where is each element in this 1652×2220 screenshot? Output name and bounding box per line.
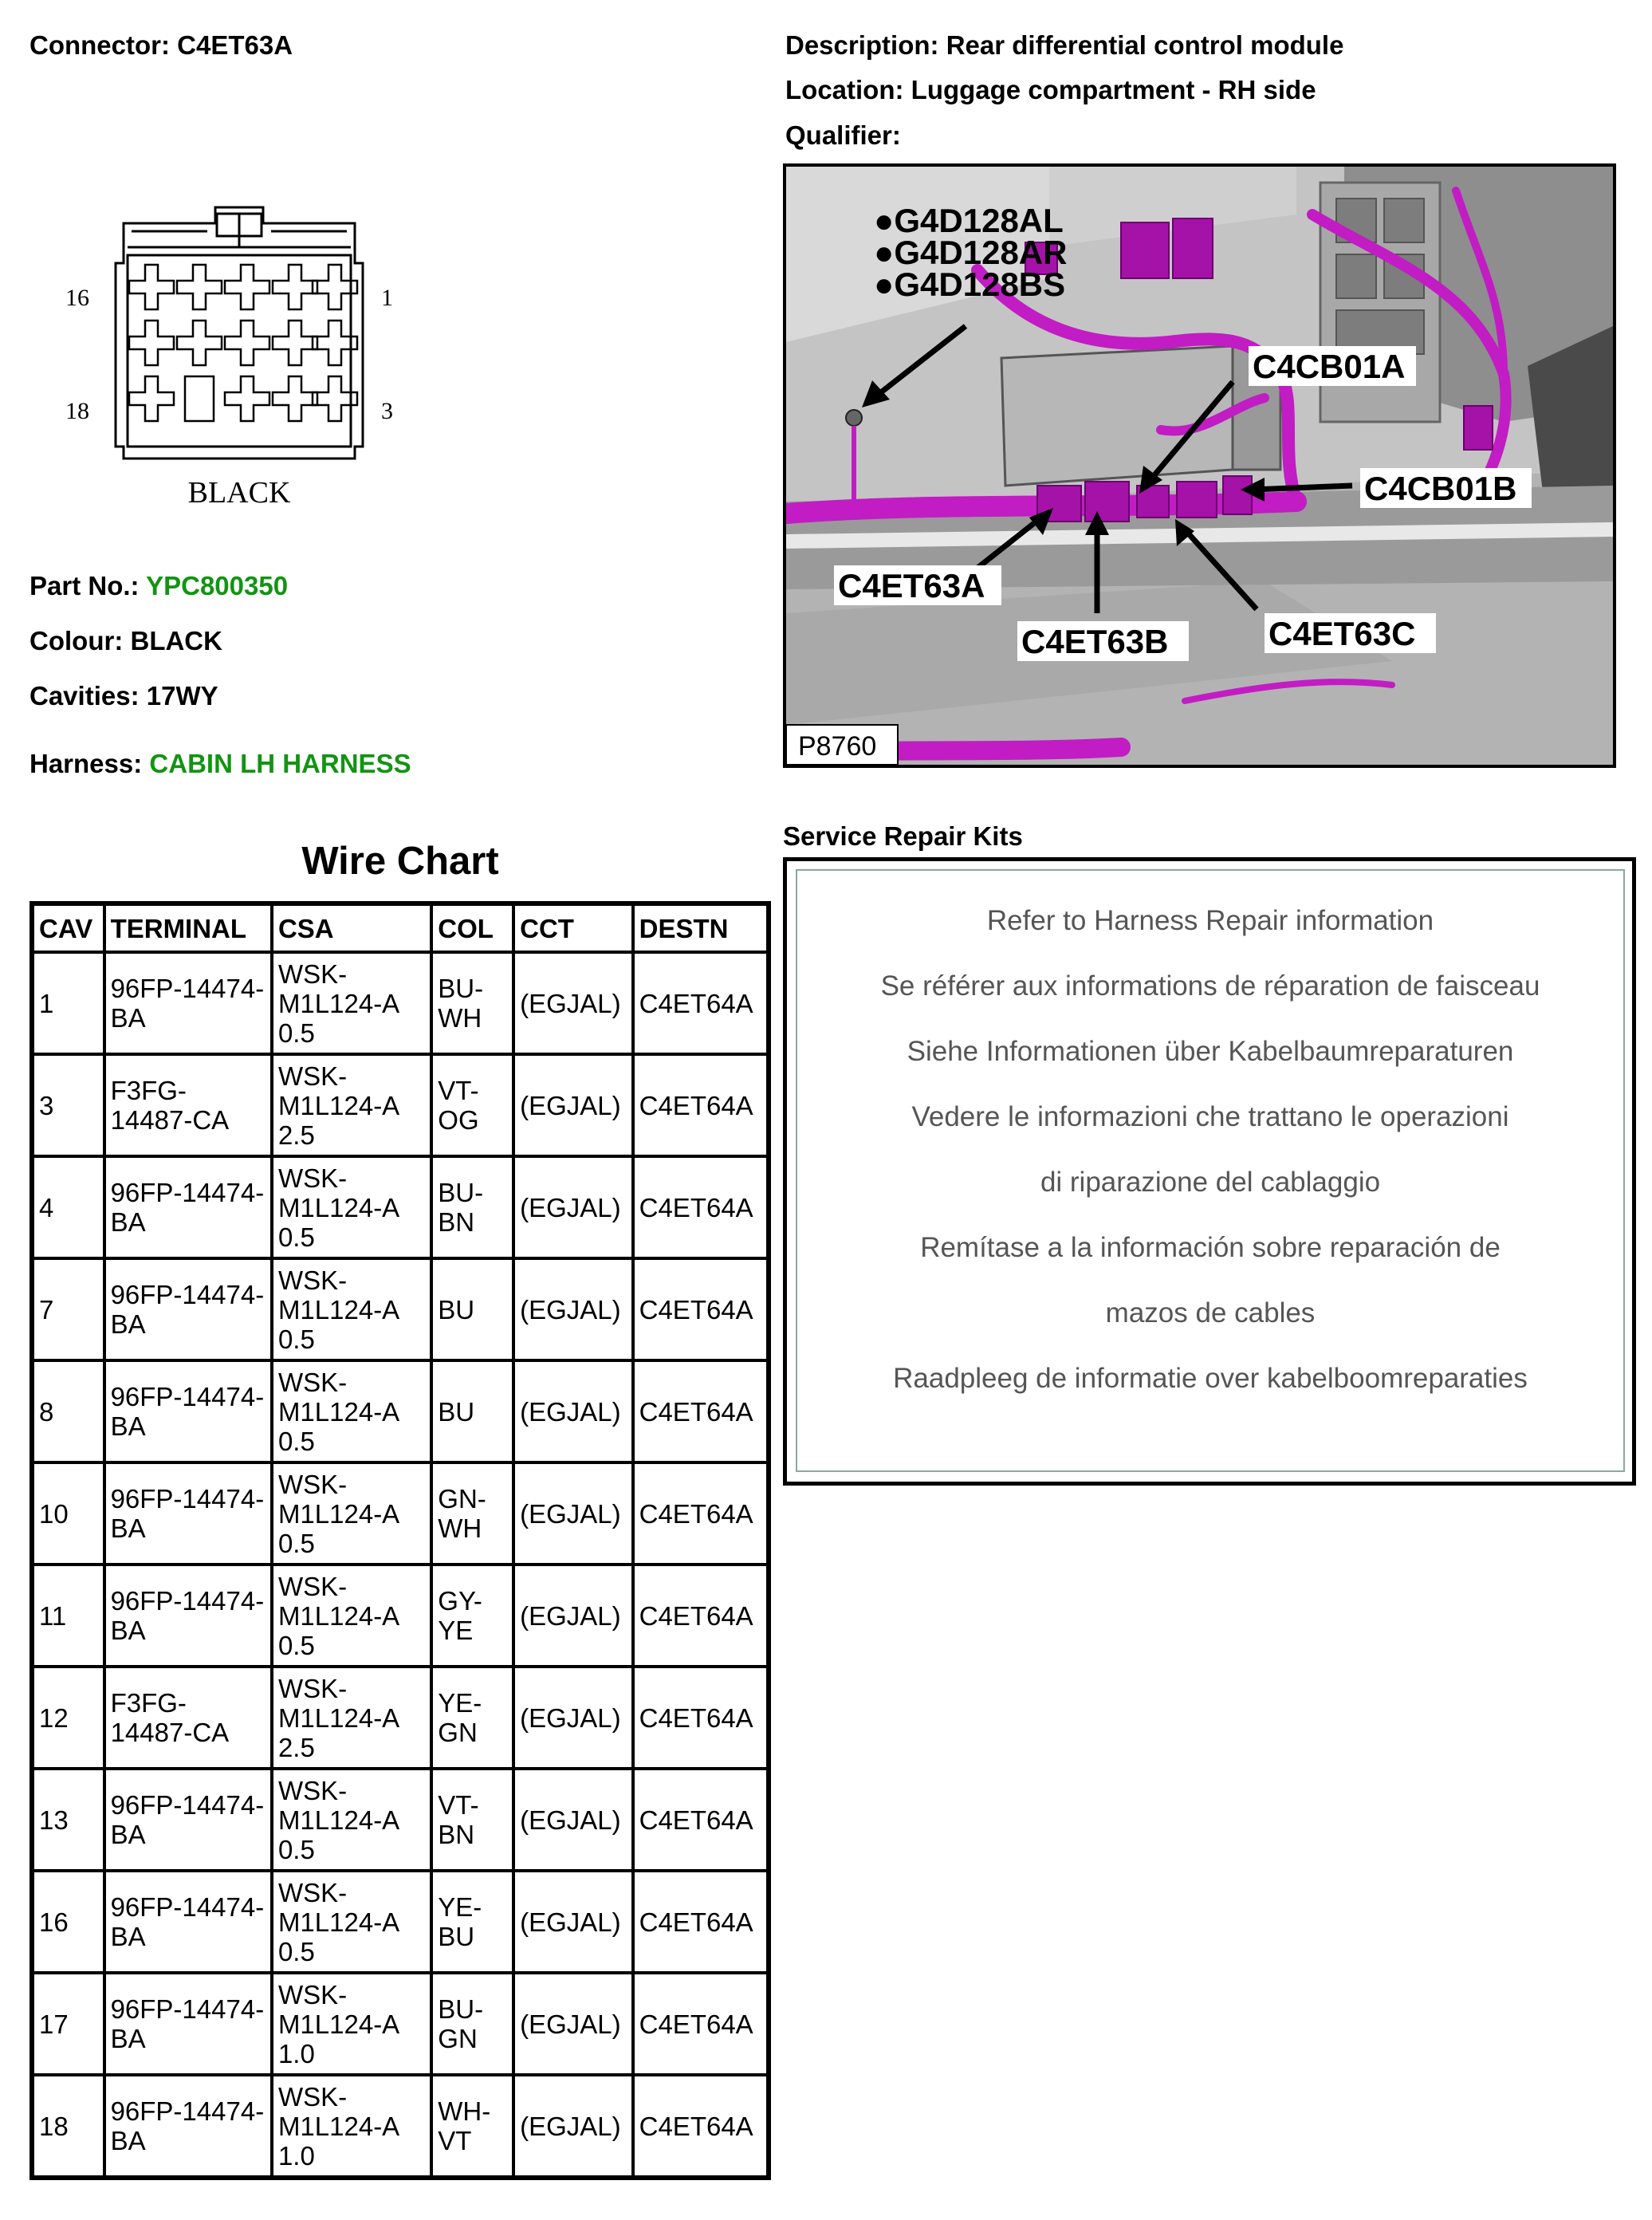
repair-info-line: Raadpleeg de informatie over kabelboomreparaties <box>893 1363 1528 1394</box>
cavity <box>273 265 317 309</box>
wire-cell-col: GN-WH <box>431 1462 513 1565</box>
wire-cell-terminal: 96FP-14474-BA <box>104 1156 272 1258</box>
wire-cell-cav: 8 <box>33 1360 104 1462</box>
connector-colour-caption: BLACK <box>187 476 291 510</box>
wire-cell-col: BU <box>431 1258 513 1360</box>
wire-cell-cav: 12 <box>33 1667 104 1769</box>
wire-cell-csa: WSK-M1L124-A 0.5 <box>272 1462 431 1565</box>
cavity <box>225 321 269 365</box>
wire-cell-destn: C4ET64A <box>633 1769 768 1871</box>
location-photo <box>783 163 1616 768</box>
repair-info-line: Se référer aux informations de réparation de faisceau <box>880 970 1540 1002</box>
header-cav: CAV <box>33 904 104 952</box>
wire-cell-cct: (EGJAL) <box>513 1156 633 1258</box>
wire-cell-cct: (EGJAL) <box>513 2075 633 2177</box>
repair-info-line: Siehe Informationen über Kabelbaumreparaturen <box>907 1036 1514 1067</box>
wire-cell-cct: (EGJAL) <box>513 1360 633 1462</box>
wire-cell-destn: C4ET64A <box>633 1360 768 1462</box>
wire-cell-csa: WSK-M1L124-A 1.0 <box>272 1973 431 2075</box>
wire-cell-destn: C4ET64A <box>633 1565 768 1667</box>
wire-cell-destn: C4ET64A <box>633 1973 768 2075</box>
connector-face-diagram <box>48 199 462 518</box>
wire-cell-cct: (EGJAL) <box>513 1054 633 1156</box>
wire-cell-cct: (EGJAL) <box>513 1462 633 1565</box>
wire-cell-col: BU-GN <box>431 1973 513 2075</box>
wire-cell-terminal: 96FP-14474-BA <box>104 2075 272 2177</box>
wire-cell-csa: WSK-M1L124-A 0.5 <box>272 1871 431 1973</box>
wire-cell-cct: (EGJAL) <box>513 1565 633 1667</box>
callout-g4d128ar: ●G4D128AR <box>874 234 1068 271</box>
wire-cell-terminal: 96FP-14474-BA <box>104 1769 272 1871</box>
wire-cell-col: GY-YE <box>431 1565 513 1667</box>
connector-value: C4ET63A <box>177 30 293 60</box>
callout-c4et63b: C4ET63B <box>1021 623 1169 660</box>
wire-cell-destn: C4ET64A <box>633 1667 768 1769</box>
wire-cell-terminal: F3FG-14487-CA <box>104 1054 272 1156</box>
wire-row <box>33 1462 768 1565</box>
wire-row <box>33 1871 768 1973</box>
colour-line <box>30 626 222 656</box>
callout-c4cb01a: C4CB01A <box>1253 348 1406 385</box>
wire-cell-cct: (EGJAL) <box>513 1258 633 1360</box>
wire-cell-destn: C4ET64A <box>633 2075 768 2177</box>
photo-reference: P8760 <box>798 731 877 762</box>
connector-label: Connector: <box>30 30 170 60</box>
wire-row <box>33 1667 768 1769</box>
wire-cell-terminal: 96FP-14474-BA <box>104 1871 272 1973</box>
wire-cell-destn: C4ET64A <box>633 1054 768 1156</box>
cavities-label: Cavities: <box>30 681 140 710</box>
wire-cell-csa: WSK-M1L124-A 2.5 <box>272 1054 431 1156</box>
wire-chart-header-row <box>33 904 768 952</box>
cavity <box>225 265 269 309</box>
service-repair-kits-title: Service Repair Kits <box>783 821 1023 851</box>
cavity <box>273 321 317 365</box>
wire-cell-csa: WSK-M1L124-A 0.5 <box>272 1565 431 1667</box>
wire-cell-col: BU-WH <box>431 952 513 1054</box>
wire-row <box>33 1769 768 1871</box>
wire-row <box>33 1360 768 1462</box>
cavity <box>129 376 174 421</box>
description-value: Rear differential control module <box>946 30 1344 60</box>
description-line <box>785 30 1343 61</box>
callout-g4d128al: ●G4D128AL <box>874 202 1064 239</box>
pin-label-18: 18 <box>65 398 89 424</box>
wire-cell-cct: (EGJAL) <box>513 1667 633 1769</box>
cavity <box>177 321 222 365</box>
wire-cell-col: YE-BU <box>431 1871 513 1973</box>
wire-row <box>33 1973 768 2075</box>
repair-info-line: Remítase a la información sobre reparación de <box>920 1232 1501 1263</box>
wire-cell-csa: WSK-M1L124-A 2.5 <box>272 1667 431 1769</box>
header-cct: CCT <box>513 904 633 952</box>
cavity-key <box>185 376 214 421</box>
part-number-link[interactable]: YPC800350 <box>146 571 289 600</box>
header-csa: CSA <box>272 904 431 952</box>
wire-cell-terminal: 96FP-14474-BA <box>104 1360 272 1462</box>
colour-label: Colour: <box>30 626 124 655</box>
wire-cell-cct: (EGJAL) <box>513 952 633 1054</box>
wire-cell-col: BU-BN <box>431 1156 513 1258</box>
wire-cell-csa: WSK-M1L124-A 1.0 <box>272 2075 431 2177</box>
wire-cell-destn: C4ET64A <box>633 952 768 1054</box>
wire-cell-cav: 4 <box>33 1156 104 1258</box>
wire-cell-cav: 13 <box>33 1769 104 1871</box>
location-photo-illustration <box>786 167 1613 765</box>
wire-cell-terminal: 96FP-14474-BA <box>104 1258 272 1360</box>
callout-c4et63a: C4ET63A <box>838 567 985 604</box>
cavity <box>129 321 174 365</box>
header-destn: DESTN <box>633 904 768 952</box>
wire-cell-csa: WSK-M1L124-A 0.5 <box>272 952 431 1054</box>
cavity <box>273 376 317 421</box>
harness-label: Harness: <box>30 749 143 778</box>
cavities-value: 17WY <box>146 681 218 710</box>
wire-cell-csa: WSK-M1L124-A 0.5 <box>272 1258 431 1360</box>
pin-label-16: 16 <box>65 285 89 311</box>
repair-info-line: Refer to Harness Repair information <box>986 905 1434 936</box>
location-line <box>785 75 1316 105</box>
cavity <box>177 265 222 309</box>
wire-cell-cav: 18 <box>33 2075 104 2177</box>
qualifier-label: Qualifier: <box>785 120 901 150</box>
wire-cell-cct: (EGJAL) <box>513 1871 633 1973</box>
wire-cell-cav: 17 <box>33 1973 104 2075</box>
wire-chart-table <box>30 901 771 2180</box>
wire-row <box>33 1565 768 1667</box>
wire-cell-cct: (EGJAL) <box>513 1769 633 1871</box>
wire-cell-cct: (EGJAL) <box>513 1973 633 2075</box>
wire-cell-cav: 3 <box>33 1054 104 1156</box>
wire-cell-destn: C4ET64A <box>633 1156 768 1258</box>
wire-cell-col: BU <box>431 1360 513 1462</box>
cavity <box>225 376 269 421</box>
wire-cell-csa: WSK-M1L124-A 0.5 <box>272 1360 431 1462</box>
header-terminal: TERMINAL <box>104 904 272 952</box>
repair-info-line: di riparazione del cablaggio <box>1040 1167 1381 1198</box>
wire-cell-terminal: F3FG-14487-CA <box>104 1667 272 1769</box>
harness-line <box>30 749 411 779</box>
repair-info-line: Vedere le informazioni che trattano le operazioni <box>911 1101 1509 1132</box>
repair-info-line: mazos de cables <box>1105 1297 1316 1328</box>
wire-row <box>33 1156 768 1258</box>
pin-label-3: 3 <box>381 398 393 424</box>
callout-c4et63c: C4ET63C <box>1268 615 1416 652</box>
wire-cell-cav: 16 <box>33 1871 104 1973</box>
wire-cell-csa: WSK-M1L124-A 0.5 <box>272 1769 431 1871</box>
wire-cell-cav: 10 <box>33 1462 104 1565</box>
part-number-line <box>30 571 288 601</box>
wire-cell-terminal: 96FP-14474-BA <box>104 1973 272 2075</box>
wire-row <box>33 952 768 1054</box>
service-repair-content <box>796 869 1625 1472</box>
wire-cell-col: VT-BN <box>431 1769 513 1871</box>
connector-heading <box>30 30 293 61</box>
wire-cell-terminal: 96FP-14474-BA <box>104 1565 272 1667</box>
location-value: Luggage compartment - RH side <box>911 75 1316 104</box>
wire-cell-cav: 7 <box>33 1258 104 1360</box>
pin-label-1: 1 <box>381 285 393 311</box>
wire-cell-col: WH-VT <box>431 2075 513 2177</box>
wire-cell-csa: WSK-M1L124-A 0.5 <box>272 1156 431 1258</box>
wire-cell-destn: C4ET64A <box>633 1871 768 1973</box>
colour-value: BLACK <box>130 626 222 655</box>
cavity <box>129 265 174 309</box>
location-label: Location: <box>785 75 904 104</box>
wire-cell-cav: 11 <box>33 1565 104 1667</box>
harness-link[interactable]: CABIN LH HARNESS <box>149 749 411 778</box>
wire-cell-col: VT-OG <box>431 1054 513 1156</box>
callout-c4cb01b: C4CB01B <box>1364 470 1517 507</box>
wire-row <box>33 1054 768 1156</box>
wire-row <box>33 1258 768 1360</box>
wire-cell-terminal: 96FP-14474-BA <box>104 1462 272 1565</box>
wire-cell-destn: C4ET64A <box>633 1258 768 1360</box>
wire-cell-col: YE-GN <box>431 1667 513 1769</box>
wire-cell-terminal: 96FP-14474-BA <box>104 952 272 1054</box>
wire-chart-title: Wire Chart <box>301 840 499 883</box>
part-label: Part No.: <box>30 571 140 600</box>
wire-row <box>33 2075 768 2177</box>
header-col: COL <box>431 904 513 952</box>
callout-g4d128bs: ●G4D128BS <box>874 266 1066 303</box>
wire-cell-cav: 1 <box>33 952 104 1054</box>
cavities-line <box>30 681 218 711</box>
description-label: Description: <box>785 30 939 60</box>
wire-cell-destn: C4ET64A <box>633 1462 768 1565</box>
